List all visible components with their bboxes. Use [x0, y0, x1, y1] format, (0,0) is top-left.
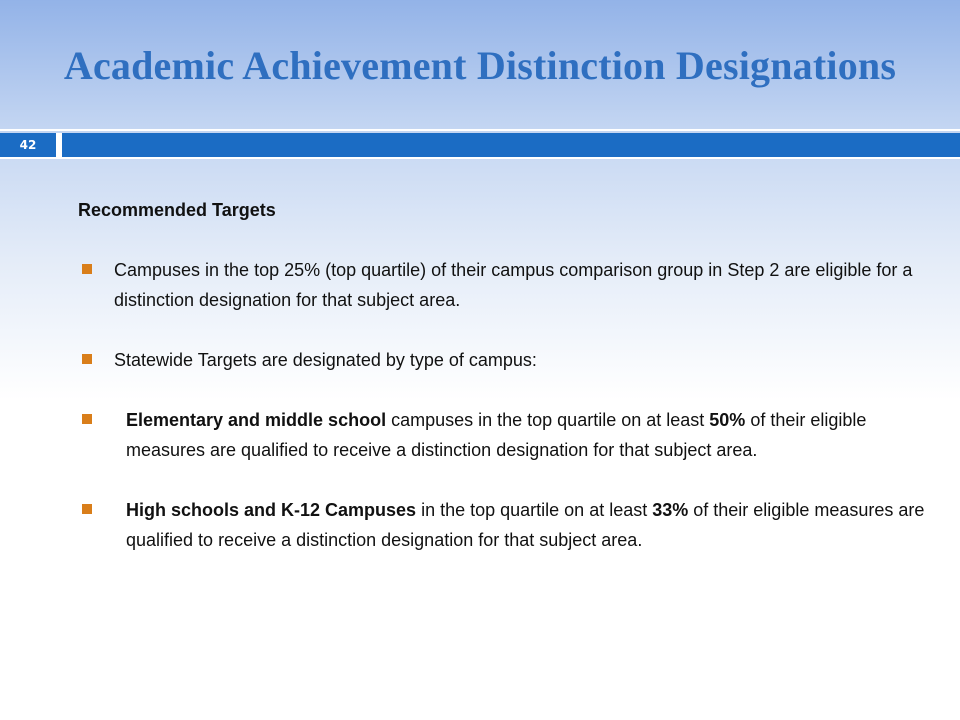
bullet-text: Statewide Targets are designated by type of campus: — [114, 350, 537, 370]
bullet-item-3 — [78, 405, 938, 465]
square-bullet-icon — [82, 264, 92, 274]
slide-title: Academic Achievement Distinction Designations — [63, 43, 897, 88]
bullet-text-a: campuses in the top quartile on at least — [386, 410, 710, 430]
bullet-text-b: of their eligible measures are qualified to receive a distinction designation for that subject area. — [126, 410, 867, 460]
bullet-text-b: of their eligible measures are qualified to receive a distinction designation for that subject area. — [126, 500, 925, 550]
bullet-item-1 — [78, 255, 938, 315]
page-number: 42 — [0, 133, 56, 157]
header-top-rule — [0, 129, 960, 131]
bullet-item-4 — [78, 495, 938, 555]
bullet-item-2 — [78, 345, 938, 375]
square-bullet-icon — [82, 414, 92, 424]
square-bullet-icon — [82, 354, 92, 364]
square-bullet-icon — [82, 504, 92, 514]
section-heading: Recommended Targets — [78, 200, 276, 220]
bullet-text: Campuses in the top 25% (top quartile) of their campus comparison group in Step 2 are eligible for a distinction designation for that subject area. — [114, 260, 913, 310]
header-bottom-rule — [0, 157, 960, 159]
bullet-bold-lead: High schools and K-12 Campuses — [126, 500, 417, 520]
slide-body — [78, 195, 938, 585]
bullet-bold-lead: Elementary and middle school — [126, 410, 387, 430]
bullet-bold-percent: 33% — [652, 500, 689, 520]
bullet-bold-percent: 50% — [709, 410, 746, 430]
bullet-text — [126, 495, 938, 555]
bullet-text-a: in the top quartile on at least — [416, 500, 653, 520]
header-blue-bar — [62, 133, 960, 157]
bullet-text — [126, 405, 938, 465]
